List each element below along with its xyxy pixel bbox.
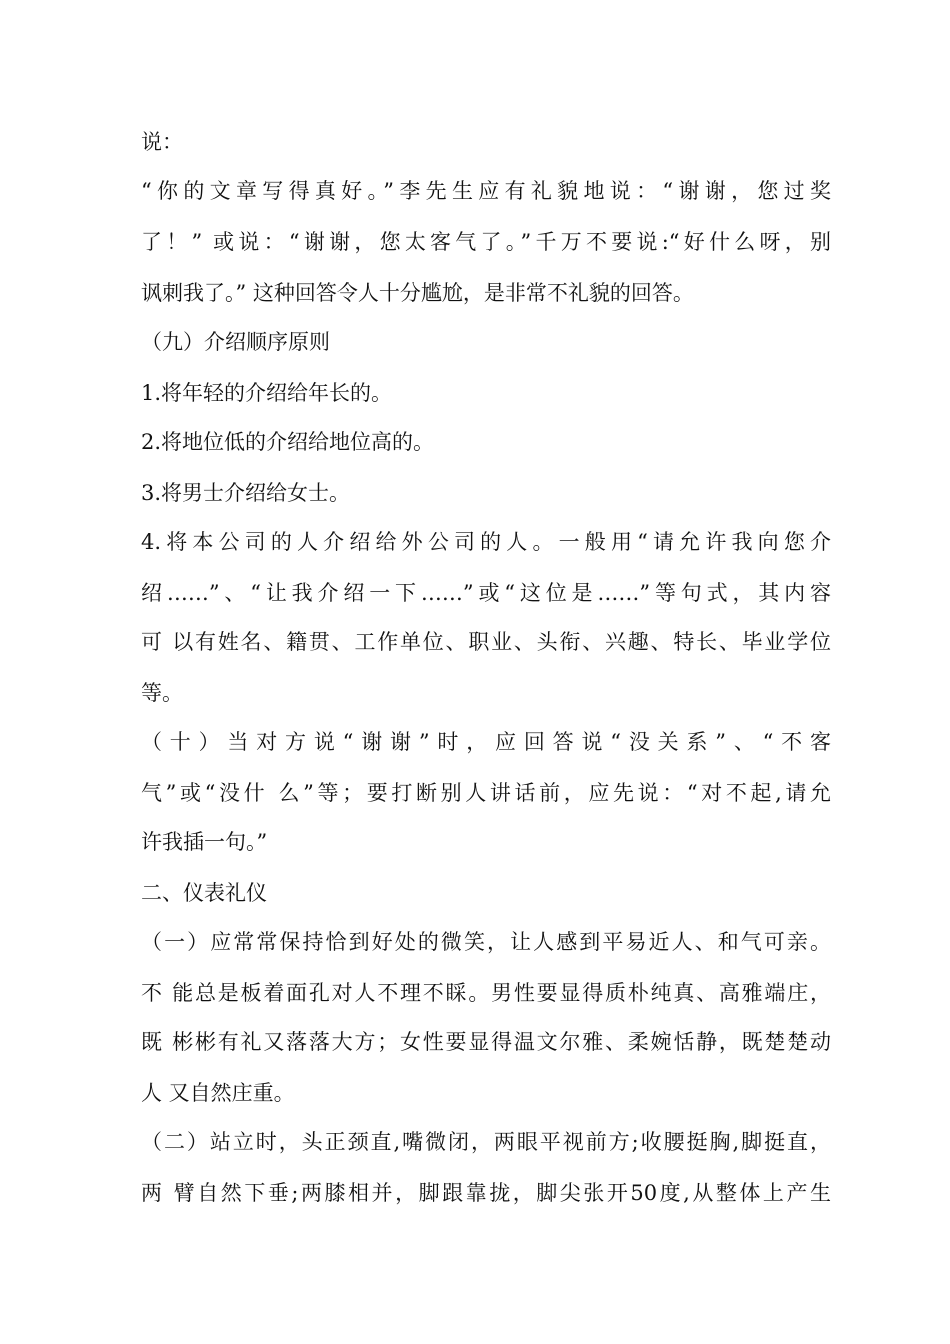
text-line: 绍……”、“让我介绍一下……”或“这位是……”等句式，其内容 xyxy=(141,581,831,605)
list-item: 2.将地位低的介绍给地位高的。 xyxy=(141,430,435,454)
text-line: “你的文章写得真好。”李先生应有礼貌地说：“谢谢，您过奖 xyxy=(141,179,831,203)
text-line: 许我插一句。” xyxy=(141,830,268,854)
section-heading: （九）介绍顺序原则 xyxy=(141,330,330,354)
text-line: 气”或“没什 么”等；要打断别人讲话前，应先说：“对不起,请允 xyxy=(141,781,831,805)
text-line: 了！” 或说：“谢谢，您太客气了。”千万不要说:“好什么呀，别 xyxy=(141,230,831,254)
text-line: 不 能总是板着面孔对人不理不睬。男性要显得质朴纯真、高雅端庄， xyxy=(141,981,831,1005)
text-line: （十）当对方说“谢谢”时，应回答说“没关系”、“不客 xyxy=(141,730,831,754)
list-item: 3.将男士介绍给女士。 xyxy=(141,481,351,505)
text-line: 讽刺我了。” 这种回答令人十分尴尬，是非常不礼貌的回答。 xyxy=(141,281,694,305)
text-line: 既 彬彬有礼又落落大方；女性要显得温文尔雅、柔婉恬静，既楚楚动 xyxy=(141,1030,831,1054)
list-item: 4.将本公司的人介绍给外公司的人。一般用“请允许我向您介 xyxy=(141,530,831,554)
text-line: 可 以有姓名、籍贯、工作单位、职业、头衔、兴趣、特长、毕业学位 xyxy=(141,630,831,654)
list-item: 1.将年轻的介绍给年长的。 xyxy=(141,381,393,405)
text-line: （一）应常常保持恰到好处的微笑，让人感到平易近人、和气可亲。 xyxy=(141,930,831,954)
text-line: 人 又自然庄重。 xyxy=(141,1081,295,1105)
text-line: 说： xyxy=(141,130,183,154)
text-line: 等。 xyxy=(141,681,183,705)
text-line: （二）站立时，头正颈直,嘴微闭，两眼平视前方;收腰挺胸,脚挺直， xyxy=(141,1130,831,1154)
text-line: 两 臂自然下垂;两膝相并，脚跟靠拢，脚尖张开50度,从整体上产生 xyxy=(141,1181,831,1205)
section-heading: 二、仪表礼仪 xyxy=(141,881,267,905)
